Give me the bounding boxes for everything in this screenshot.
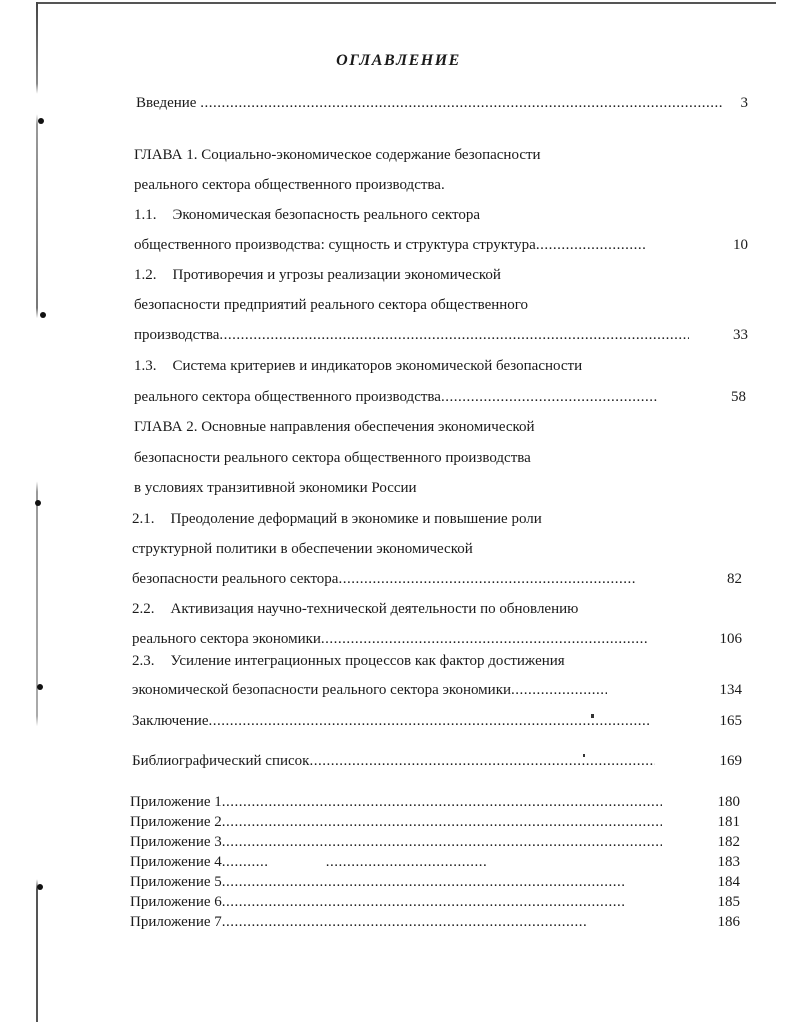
chapter-1-heading-cont: реального сектора общественного производства. <box>134 177 445 193</box>
dot-leader <box>219 326 689 344</box>
section-title-cont: экономической безопасности реального сектора экономики <box>132 682 512 698</box>
toc-page-number: 169 <box>719 753 742 769</box>
dot-leader <box>441 388 657 406</box>
dot-leader <box>222 833 662 851</box>
toc-entry-appendix <box>130 853 488 871</box>
toc-section-2-2 <box>132 600 578 618</box>
toc-section-2-2-cont <box>132 630 647 648</box>
toc-page-number: 3 <box>740 95 748 111</box>
dot-leader <box>222 873 626 891</box>
toc-section-2-1-cont: структурной политики в обеспечении экономической <box>132 541 473 557</box>
toc-label: Заключение <box>132 713 209 729</box>
chapter-2-heading-cont2: в условиях транзитивной экономики России <box>134 480 417 496</box>
dot-leader <box>222 813 662 831</box>
dot-leader <box>209 712 649 730</box>
dot-leader <box>338 570 636 588</box>
toc-label: Приложение 4 <box>130 854 222 870</box>
toc-page-number: 185 <box>717 894 740 910</box>
toc-label: Приложение 2 <box>130 814 222 830</box>
dot-leader <box>200 94 724 112</box>
dot-leader <box>222 913 588 931</box>
chapter-2-heading-cont: безопасности реального сектора общественного производства <box>134 450 531 466</box>
toc-page-number: 106 <box>719 631 742 647</box>
section-title-cont: производства <box>134 327 220 343</box>
scan-edge-left <box>36 2 38 1022</box>
dot-leader <box>511 681 607 699</box>
section-number: 1.1. <box>134 207 157 223</box>
toc-section-2-3 <box>132 652 565 670</box>
toc-page-number: 58 <box>731 389 746 405</box>
toc-section-1-3-cont <box>134 388 657 406</box>
toc-page-number: 186 <box>717 914 740 930</box>
chapter-1-heading: ГЛАВА 1. Социально-экономическое содержание безопасности <box>134 147 541 163</box>
toc-page-number: 184 <box>717 874 740 890</box>
dot-leader <box>321 630 647 648</box>
toc-section-1-1 <box>134 206 480 224</box>
toc-page-number: 181 <box>717 814 740 830</box>
toc-page-number: 180 <box>717 794 740 810</box>
toc-label: Библиографический список <box>132 753 310 769</box>
dot-leader <box>222 793 662 811</box>
dot-leader <box>222 853 268 871</box>
toc-label: Введение <box>136 95 197 111</box>
dot-leader <box>536 236 646 254</box>
toc-label: Приложение 6 <box>130 894 222 910</box>
toc-page-number: 82 <box>727 571 742 587</box>
dot-leader <box>309 752 655 770</box>
section-title: Активизация научно-технической деятельности по обновлению <box>170 601 579 617</box>
scan-blot <box>37 884 43 890</box>
toc-label: Приложение 5 <box>130 874 222 890</box>
dot-leader <box>326 853 488 871</box>
toc-section-1-2-cont: безопасности предприятий реального сектора общественного <box>134 297 529 313</box>
section-title: Экономическая безопасность реального сектора <box>172 207 481 223</box>
section-title-cont: безопасности реального сектора <box>132 571 339 587</box>
toc-section-2-1-cont2 <box>132 570 636 588</box>
section-title: Усиление интеграционных процессов как фактор достижения <box>170 653 565 669</box>
scan-blot <box>40 312 46 318</box>
dot-leader <box>222 893 626 911</box>
toc-section-2-3-cont <box>132 681 607 699</box>
scan-blot <box>37 684 43 690</box>
toc-section-1-3 <box>134 357 582 375</box>
toc-page-number: 10 <box>733 237 748 253</box>
toc-page-number: 134 <box>719 682 742 698</box>
toc-section-1-2 <box>134 266 501 284</box>
scan-edge-top <box>36 2 776 4</box>
section-number: 1.3. <box>134 358 157 374</box>
toc-page-number: 33 <box>733 327 748 343</box>
toc-label: Приложение 1 <box>130 794 222 810</box>
page-title: ОГЛАВЛЕНИЕ <box>336 52 461 69</box>
toc-label: Приложение 7 <box>130 914 222 930</box>
toc-entry-appendix <box>130 913 588 931</box>
toc-section-2-1 <box>132 510 542 528</box>
section-title: Противоречия и угрозы реализации экономической <box>172 267 501 283</box>
section-number: 2.1. <box>132 511 155 527</box>
section-number: 2.2. <box>132 601 155 617</box>
toc-section-1-1-cont <box>134 236 646 254</box>
chapter-2-heading: ГЛАВА 2. Основные направления обеспечения экономической <box>134 419 535 435</box>
scan-blot <box>35 500 41 506</box>
toc-entry-conclusion <box>132 712 649 730</box>
toc-entry-appendix <box>130 893 626 911</box>
toc-label: Приложение 3 <box>130 834 222 850</box>
section-number: 1.2. <box>134 267 157 283</box>
toc-entry-appendix <box>130 793 662 811</box>
scan-blot <box>38 118 44 124</box>
toc-entry-appendix <box>130 873 626 891</box>
toc-entry-appendix <box>130 813 662 831</box>
toc-page-number: 165 <box>719 713 742 729</box>
toc-page-number: 183 <box>717 854 740 870</box>
section-title-cont: реального сектора экономики <box>132 631 321 647</box>
section-title-cont: реального сектора общественного производства <box>134 389 441 405</box>
toc-section-1-2-cont2 <box>134 326 689 344</box>
toc-entry-bibliography <box>132 752 655 770</box>
section-title: Преодоление деформаций в экономике и повышение роли <box>170 511 542 527</box>
section-title-cont: общественного производства: сущность и структура структура <box>134 237 536 253</box>
toc-entry-appendix <box>130 833 662 851</box>
section-number: 2.3. <box>132 653 155 669</box>
toc-entry-intro <box>136 94 724 112</box>
toc-page-number: 182 <box>717 834 740 850</box>
section-title: Система критериев и индикаторов экономической безопасности <box>172 358 583 374</box>
